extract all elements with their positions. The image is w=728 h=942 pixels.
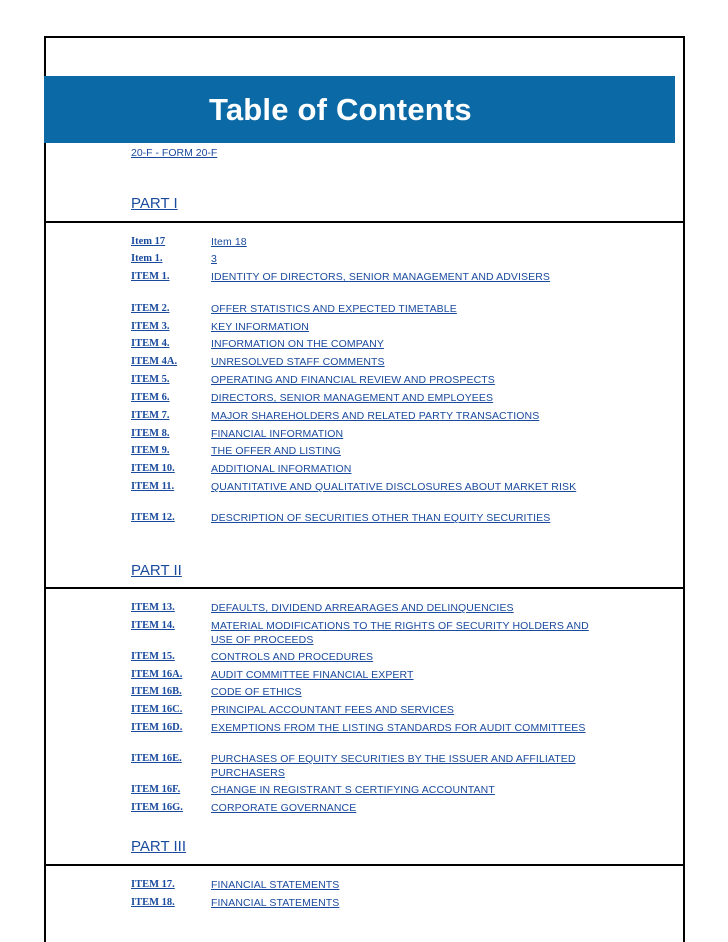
item-title-link[interactable]: FINANCIAL STATEMENTS [211,879,340,891]
item-title-link[interactable]: OPERATING AND FINANCIAL REVIEW AND PROSPECTS [211,374,495,386]
item-number-link[interactable]: ITEM 16D. [131,722,183,733]
item-title-link[interactable]: CONTROLS AND PROCEDURES [211,651,374,663]
item-title-link[interactable]: DIRECTORS, SENIOR MANAGEMENT AND EMPLOYEES [211,392,494,404]
item-number-link[interactable]: Item 17 [131,236,166,247]
item-title-link[interactable]: INFORMATION ON THE COMPANY [211,338,384,350]
item-title-link[interactable]: PRINCIPAL ACCOUNTANT FEES AND SERVICES [211,704,455,716]
item-title-link[interactable]: DEFAULTS, DIVIDEND ARREARAGES AND DELINQUENCIES [211,602,514,614]
part-1-heading[interactable]: PART I [131,195,178,212]
item-number-link[interactable]: ITEM 4. [131,338,170,349]
item-number-link[interactable]: Item 1. [131,253,163,264]
part-1-divider [46,221,683,223]
page-title: Table of Contents [209,92,472,127]
item-title-link[interactable]: QUANTITATIVE AND QUALITATIVE DISCLOSURES ABOUT MARKET RISK [211,481,577,493]
item-number-link[interactable]: ITEM 17. [131,879,175,890]
item-number-link[interactable]: ITEM 15. [131,651,175,662]
item-number-link[interactable]: ITEM 16G. [131,802,183,813]
item-number-link[interactable]: ITEM 18. [131,897,175,908]
item-title-link[interactable]: PURCHASES OF EQUITY SECURITIES BY THE ISSUER AND AFFILIATED PURCHASERS [211,753,576,779]
part-2-heading[interactable]: PART II [131,562,182,579]
item-number-link[interactable]: ITEM 2. [131,303,170,314]
item-title-link[interactable]: CORPORATE GOVERNANCE [211,802,357,814]
part-2-divider [46,587,683,589]
item-title-link[interactable]: DESCRIPTION OF SECURITIES OTHER THAN EQUITY SECURITIES [211,512,551,524]
part-3-heading[interactable]: PART III [131,838,187,855]
item-title-link[interactable]: FINANCIAL STATEMENTS [211,897,340,909]
item-number-link[interactable]: ITEM 13. [131,602,175,613]
item-number-link[interactable]: ITEM 9. [131,445,170,456]
item-number-link[interactable]: ITEM 16E. [131,753,182,764]
item-number-link[interactable]: ITEM 1. [131,271,170,282]
item-number-link[interactable]: ITEM 11. [131,481,175,492]
item-number-link[interactable]: ITEM 3. [131,321,170,332]
item-title-link[interactable]: Item 18 [211,236,247,248]
item-number-link[interactable]: ITEM 7. [131,410,170,421]
item-title-link[interactable]: MAJOR SHAREHOLDERS AND RELATED PARTY TRANSACTIONS [211,410,540,422]
item-title-link[interactable]: CODE OF ETHICS [211,686,302,698]
item-title-link[interactable]: EXEMPTIONS FROM THE LISTING STANDARDS FOR AUDIT COMMITTEES [211,722,586,734]
item-title-link[interactable]: FINANCIAL INFORMATION [211,428,344,440]
item-number-link[interactable]: ITEM 16F. [131,784,181,795]
item-title-link[interactable]: MATERIAL MODIFICATIONS TO THE RIGHTS OF SECURITY HOLDERS AND USE OF PROCEEDS [211,620,589,646]
item-number-link[interactable]: ITEM 8. [131,428,170,439]
document-link[interactable]: 20-F - FORM 20-F [131,147,218,159]
item-title-link[interactable]: THE OFFER AND LISTING [211,445,341,457]
item-number-link[interactable]: ITEM 16A. [131,669,183,680]
item-title-link[interactable]: ADDITIONAL INFORMATION [211,463,352,475]
item-title-link[interactable]: IDENTITY OF DIRECTORS, SENIOR MANAGEMENT AND ADVISERS [211,271,551,283]
item-title-link[interactable]: OFFER STATISTICS AND EXPECTED TIMETABLE [211,303,457,315]
item-number-link[interactable]: ITEM 10. [131,463,175,474]
item-number-link[interactable]: ITEM 4A. [131,356,178,367]
item-title-link[interactable]: 3 [211,253,217,265]
part-3-divider [46,864,683,866]
item-number-link[interactable]: ITEM 14. [131,620,175,631]
item-number-link[interactable]: ITEM 6. [131,392,170,403]
item-title-link[interactable]: AUDIT COMMITTEE FINANCIAL EXPERT [211,669,414,681]
item-number-link[interactable]: ITEM 12. [131,512,175,523]
item-number-link[interactable]: ITEM 16B. [131,686,182,697]
item-number-link[interactable]: ITEM 5. [131,374,170,385]
item-title-link[interactable]: CHANGE IN REGISTRANT S CERTIFYING ACCOUNTANT [211,784,495,796]
item-title-link[interactable]: UNRESOLVED STAFF COMMENTS [211,356,385,368]
item-title-link[interactable]: KEY INFORMATION [211,321,309,333]
item-number-link[interactable]: ITEM 16C. [131,704,183,715]
